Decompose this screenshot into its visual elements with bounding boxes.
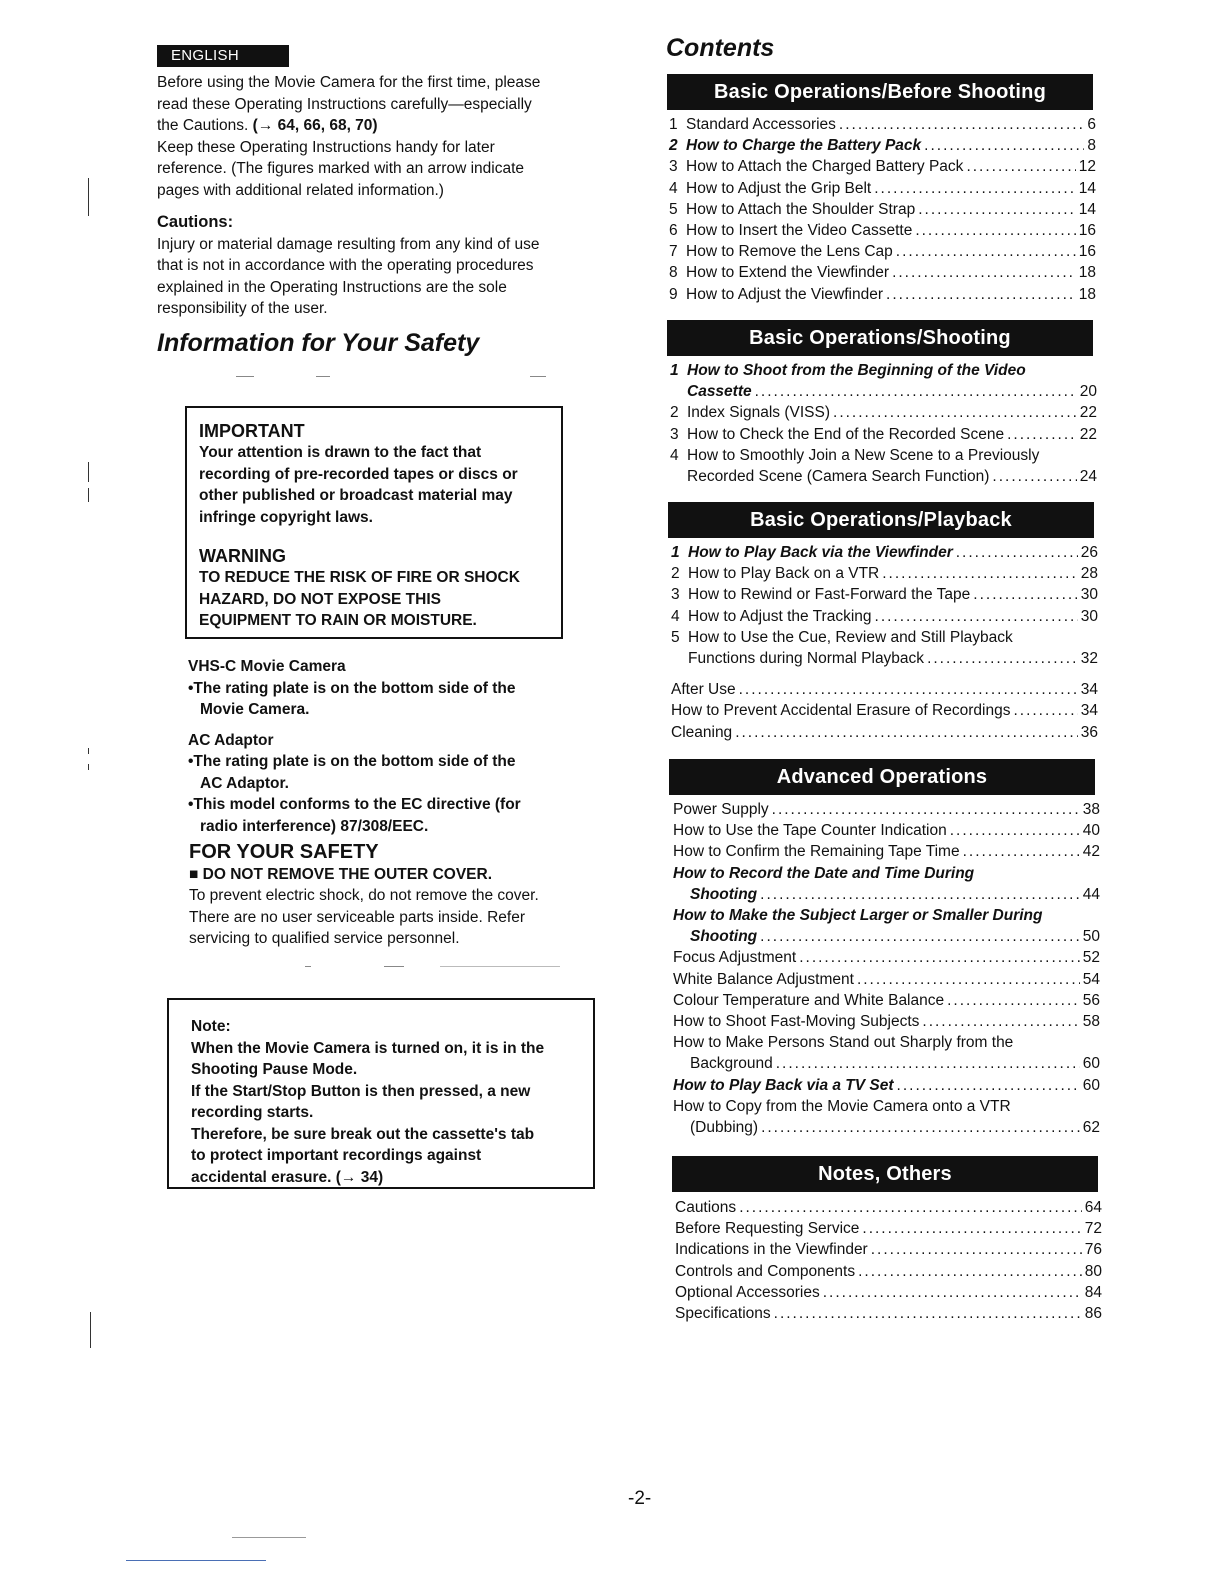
important-line: Your attention is drawn to the fact that bbox=[199, 444, 482, 461]
intro-line: reference. (The figures marked with an arrow indicate bbox=[157, 160, 524, 177]
rating-plate-block bbox=[188, 656, 568, 837]
toc-entry[interactable]: 5 How to Use the Cue, Review and Still Playback bbox=[671, 628, 1013, 646]
warning-line: HAZARD, DO NOT EXPOSE THIS bbox=[199, 590, 441, 608]
toc-entry[interactable]: Focus Adjustment ..... 52 bbox=[673, 947, 1100, 968]
toc-entry[interactable]: 1 How to Play Back via the Viewfinder ..... 26 bbox=[671, 542, 1098, 563]
toc-entry[interactable]: 9 How to Adjust the Viewfinder ..... 18 bbox=[669, 284, 1096, 305]
cautions-heading: Cautions: bbox=[157, 213, 234, 231]
toc-entry[interactable]: 3 How to Rewind or Fast-Forward the Tape ..... 30 bbox=[671, 584, 1098, 605]
toc-entry[interactable]: How to Confirm the Remaining Tape Time ..... 42 bbox=[673, 841, 1100, 862]
toc-entry[interactable]: Controls and Components ..... 80 bbox=[675, 1261, 1102, 1282]
toc-entry[interactable]: How to Make the Subject Larger or Smaller During bbox=[673, 907, 1043, 925]
cautions-line: Injury or material damage resulting from any kind of use bbox=[157, 235, 540, 253]
toc-entry[interactable]: 2 Index Signals (VISS) ..... 22 bbox=[670, 402, 1097, 423]
note-box bbox=[167, 998, 595, 1189]
for-your-safety-heading: FOR YOUR SAFETY bbox=[189, 841, 379, 863]
intro-paragraph bbox=[157, 72, 587, 201]
toc-entry[interactable]: How to Copy from the Movie Camera onto a VTR bbox=[673, 1097, 1011, 1115]
toc-entry[interactable]: 1 How to Shoot from the Beginning of the Video bbox=[670, 362, 1026, 379]
important-line: infringe copyright laws. bbox=[199, 508, 373, 526]
toc-entry[interactable]: Cleaning ..... 36 bbox=[671, 722, 1098, 743]
toc-list-shooting bbox=[670, 360, 1097, 487]
toc-list-playback bbox=[671, 542, 1098, 743]
cautions-line: responsibility of the user. bbox=[157, 300, 328, 317]
page-reference: (→ 64, 66, 68, 70) bbox=[252, 117, 378, 134]
toc-entry[interactable]: 4 How to Adjust the Tracking ..... 30 bbox=[671, 606, 1098, 627]
toc-entry[interactable]: How to Shoot Fast-Moving Subjects ..... 58 bbox=[673, 1011, 1100, 1032]
toc-entry-continuation[interactable]: Recorded Scene (Camera Search Function) ..... 24 bbox=[670, 466, 1097, 487]
bullet-line: Movie Camera. bbox=[200, 701, 310, 718]
bullet-line: AC Adaptor. bbox=[200, 774, 289, 792]
note-line: When the Movie Camera is turned on, it is in the bbox=[191, 1039, 545, 1057]
for-your-safety-line: servicing to qualified service personnel. bbox=[189, 930, 460, 947]
toc-list-notes bbox=[675, 1197, 1102, 1324]
warning-line: EQUIPMENT TO RAIN OR MOISTURE. bbox=[199, 612, 477, 629]
section-heading: Advanced Operations bbox=[669, 759, 1095, 795]
toc-entry[interactable]: Specifications ..... 86 bbox=[675, 1303, 1102, 1324]
section-heading: Basic Operations/Before Shooting bbox=[667, 74, 1093, 110]
toc-entry-continuation[interactable]: Shooting ..... 50 bbox=[673, 926, 1100, 947]
toc-entry[interactable]: Colour Temperature and White Balance ..... 56 bbox=[673, 990, 1100, 1011]
section-heading: Basic Operations/Playback bbox=[668, 502, 1094, 538]
vhs-heading: VHS-C Movie Camera bbox=[188, 658, 346, 675]
note-heading: Note: bbox=[191, 1018, 231, 1035]
note-line: recording starts. bbox=[191, 1104, 314, 1121]
cautions-line: that is not in accordance with the operating procedures bbox=[157, 257, 534, 274]
toc-entry[interactable]: Indications in the Viewfinder ..... 76 bbox=[675, 1239, 1102, 1260]
intro-line: the Cautions. (→ 64, 66, 68, 70) bbox=[157, 117, 378, 134]
intro-line: Before using the Movie Camera for the first time, please bbox=[157, 74, 541, 91]
intro-line: Keep these Operating Instructions handy for later bbox=[157, 138, 495, 156]
toc-list-advanced bbox=[673, 799, 1100, 1138]
section-heading: Notes, Others bbox=[672, 1156, 1098, 1192]
important-heading: IMPORTANT bbox=[199, 421, 305, 441]
toc-entry[interactable]: 2 How to Charge the Battery Pack ..... 8 bbox=[669, 135, 1096, 156]
toc-entry[interactable]: Optional Accessories ..... 84 bbox=[675, 1282, 1102, 1303]
toc-entry[interactable]: 6 How to Insert the Video Cassette ..... 16 bbox=[669, 220, 1096, 241]
toc-entry[interactable]: 7 How to Remove the Lens Cap ..... 16 bbox=[669, 241, 1096, 262]
intro-line: pages with additional related information.) bbox=[157, 181, 444, 199]
toc-entry-continuation[interactable]: Background ..... 60 bbox=[673, 1053, 1100, 1074]
toc-entry[interactable]: 1 Standard Accessories ..... 6 bbox=[669, 114, 1096, 135]
toc-entry[interactable]: 2 How to Play Back on a VTR ..... 28 bbox=[671, 563, 1098, 584]
toc-entry[interactable]: 4 How to Smoothly Join a New Scene to a Previously bbox=[670, 446, 1040, 464]
for-your-safety-line: There are no user serviceable parts inside. Refer bbox=[189, 908, 525, 926]
cautions-block bbox=[157, 212, 587, 320]
toc-entry[interactable]: 3 How to Attach the Charged Battery Pack ..... 12 bbox=[669, 156, 1096, 177]
page-number: -2- bbox=[628, 1488, 652, 1509]
intro-line: read these Operating Instructions carefully—especially bbox=[157, 95, 532, 113]
note-line: If the Start/Stop Button is then pressed, a new bbox=[191, 1082, 531, 1100]
important-line: other published or broadcast material may bbox=[199, 487, 513, 504]
toc-entry-continuation[interactable]: Shooting ..... 44 bbox=[673, 884, 1100, 905]
cautions-line: explained in the Operating Instructions are the sole bbox=[157, 278, 507, 296]
toc-entry-continuation[interactable]: (Dubbing) ..... 62 bbox=[673, 1117, 1100, 1138]
toc-entry[interactable]: White Balance Adjustment ..... 54 bbox=[673, 969, 1100, 990]
note-line: accidental erasure. (→ 34) bbox=[191, 1168, 384, 1186]
toc-entry[interactable]: 5 How to Attach the Shoulder Strap ..... 14 bbox=[669, 199, 1096, 220]
note-line: Therefore, be sure break out the cassette's tab bbox=[191, 1125, 535, 1143]
note-line: to protect important recordings against bbox=[191, 1147, 482, 1164]
for-your-safety-line: To prevent electric shock, do not remove the cover. bbox=[189, 887, 539, 904]
for-your-safety-block bbox=[189, 842, 579, 950]
toc-entry[interactable]: Cautions ..... 64 bbox=[675, 1197, 1102, 1218]
toc-entry[interactable]: How to Record the Date and Time During bbox=[673, 864, 975, 882]
toc-entry[interactable]: How to Use the Tape Counter Indication ..... 40 bbox=[673, 820, 1100, 841]
important-line: recording of pre-recorded tapes or discs or bbox=[199, 465, 518, 483]
language-tag: ENGLISH bbox=[157, 45, 289, 67]
section-heading: Basic Operations/Shooting bbox=[667, 320, 1093, 356]
toc-entry[interactable]: 8 How to Extend the Viewfinder ..... 18 bbox=[669, 262, 1096, 283]
warning-line: TO REDUCE THE RISK OF FIRE OR SHOCK bbox=[199, 569, 520, 586]
toc-entry[interactable]: After Use ..... 34 bbox=[671, 679, 1098, 700]
bullet-line: •The rating plate is on the bottom side of the bbox=[188, 753, 516, 770]
contents-title: Contents bbox=[666, 34, 775, 62]
toc-entry-continuation[interactable]: Cassette ..... 20 bbox=[670, 381, 1097, 402]
toc-entry[interactable]: How to Play Back via a TV Set ..... 60 bbox=[673, 1075, 1100, 1096]
bullet-line: •The rating plate is on the bottom side of the bbox=[188, 679, 516, 697]
toc-entry[interactable]: Before Requesting Service ..... 72 bbox=[675, 1218, 1102, 1239]
note-line: Shooting Pause Mode. bbox=[191, 1061, 358, 1078]
safety-title: Information for Your Safety bbox=[157, 329, 480, 357]
toc-entry-continuation[interactable]: Functions during Normal Playback ..... 32 bbox=[671, 648, 1098, 669]
warning-heading: WARNING bbox=[199, 546, 286, 566]
bullet-line: radio interference) 87/308/EEC. bbox=[200, 817, 429, 835]
toc-entry[interactable]: 4 How to Adjust the Grip Belt ..... 14 bbox=[669, 178, 1096, 199]
toc-entry[interactable]: Power Supply ..... 38 bbox=[673, 799, 1100, 820]
toc-entry[interactable]: 3 How to Check the End of the Recorded Scene ..... 22 bbox=[670, 424, 1097, 445]
toc-list-before-shooting bbox=[669, 114, 1096, 305]
toc-entry[interactable]: How to Prevent Accidental Erasure of Recordings ..... 34 bbox=[671, 700, 1098, 721]
bullet-line: •This model conforms to the EC directive (for bbox=[188, 796, 521, 813]
ac-heading: AC Adaptor bbox=[188, 731, 274, 749]
for-your-safety-subheading: ■ DO NOT REMOVE THE OUTER COVER. bbox=[189, 865, 493, 883]
toc-entry[interactable]: How to Make Persons Stand out Sharply from the bbox=[673, 1034, 1014, 1052]
important-warning-box bbox=[185, 406, 563, 639]
